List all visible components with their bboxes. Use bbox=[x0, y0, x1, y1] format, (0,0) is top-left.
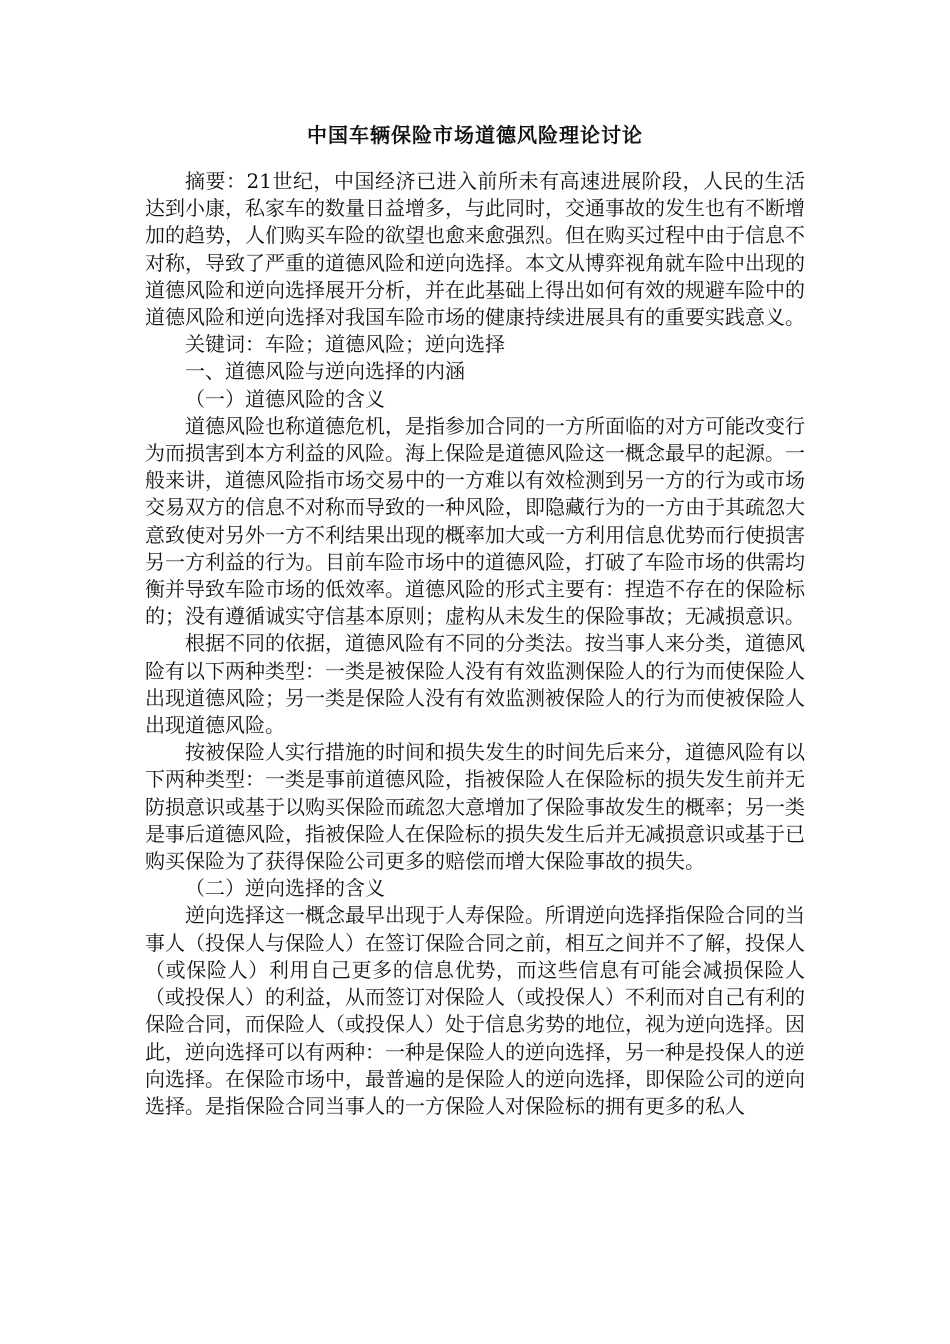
document-title: 中国车辆保险市场道德风险理论讨论 bbox=[307, 123, 643, 147]
body-paragraph: 按被保险人实行措施的时间和损失发生的时间先后来分，道德风险有以下两种类型：一类是事前道德风险，指被保险人在保险标的损失发生前并无防损意识或基于以购买保险而疏忽大意增加了保险事故发生的概率；另一类是事后道德风险，指被保险人在保险标的损失发生后并无减损意识或基于已购买保险为了获得保险公司更多的赔偿而增大保险事故的损失。 bbox=[145, 740, 805, 874]
subsection-heading: （二）逆向选择的含义 bbox=[185, 876, 385, 901]
body-paragraph: 逆向选择这一概念最早出现于人寿保险。所谓逆向选择指保险合同的当事人（投保人与保险人）在签订保险合同之前，相互之间并不了解，投保人（或保险人）利用自己更多的信息优势，而这些信息有可能会减损保险人（或投保人）的利益，从而签订对保险人（或投保人）不利而对自己有利的保险合同，而保险人（或投保人）处于信息劣势的地位，视为逆向选择。因此，逆向选择可以有两种：一种是保险人的逆向选择，另一种是投保人的逆向选择。在保险市场中，最普遍的是保险人的逆向选择，即保险公司的逆向选择。是指保险合同当事人的一方保险人对保险标的拥有更多的私人 bbox=[145, 903, 805, 1118]
subsection-heading: （一）道德风险的含义 bbox=[185, 386, 385, 411]
body-paragraph: 根据不同的依据，道德风险有不同的分类法。按当事人来分类，道德风险有以下两种类型：一类是被保险人没有有效监测保险人的行为而使保险人出现道德风险；另一类是保险人没有有效监测被保险人的行为而使被保险人出现道德风险。 bbox=[145, 631, 805, 738]
keywords-line: 关键词：车险；道德风险；逆向选择 bbox=[185, 332, 505, 357]
section-heading: 一、道德风险与逆向选择的内涵 bbox=[185, 359, 465, 384]
document-body bbox=[145, 168, 805, 1120]
body-paragraph: 道德风险也称道德危机，是指参加合同的一方所面临的对方可能改变行为而损害到本方利益的风险。海上保险是道德风险这一概念最早的起源。一般来讲，道德风险指市场交易中的一方难以有效检测到另一方的行为或市场交易双方的信息不对称而导致的一种风险，即隐藏行为的一方由于其疏忽大意致使对另外一方不利结果出现的概率加大或一方利用信息优势而行使损害另一方利益的行为。目前车险市场中的道德风险，打破了车险市场的供需均衡并导致车险市场的低效率。道德风险的形式主要有：捏造不存在的保险标的；没有遵循诚实守信基本原则；虚构从未发生的保险事故；无减损意识。 bbox=[145, 413, 805, 629]
abstract-paragraph: 摘要：21世纪，中国经济已进入前所未有高速进展阶段，人民的生活达到小康，私家车的数量日益增多，与此同时，交通事故的发生也有不断增加的趋势，人们购买车险的欲望也愈来愈强烈。但在购买过程中由于信息不对称，导致了严重的道德风险和逆向选择。本文从博弈视角就车险中出现的道德风险和逆向选择展开分析，并在此基础上得出如何有效的规避车险中的道德风险和逆向选择对我国车险市场的健康持续进展具有的重要实践意义。 bbox=[145, 169, 805, 330]
